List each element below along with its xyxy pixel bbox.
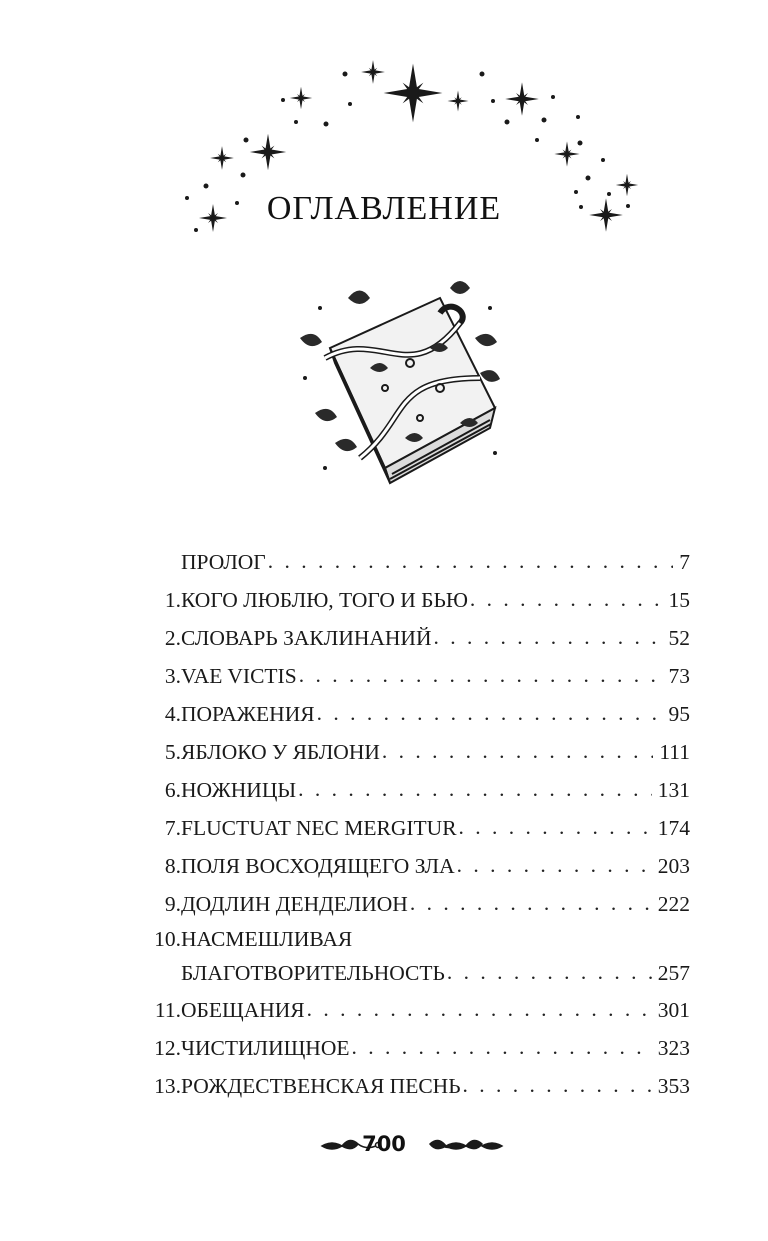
dot-leader <box>317 694 663 732</box>
chapter-title: СЛОВАРЬ ЗАКЛИНАНИЙ <box>181 619 433 657</box>
chapter-title: ПОРАЖЕНИЯ <box>181 695 317 733</box>
chapter-number: 7. <box>164 816 181 840</box>
chapter-number: 10. <box>154 927 181 951</box>
chapter-number: 3. <box>164 664 181 688</box>
dot-leader <box>410 884 652 922</box>
table-of-contents <box>145 543 690 1105</box>
chapter-number: 13. <box>154 1074 181 1098</box>
dot-leader <box>307 990 652 1028</box>
dot-leader <box>299 656 663 694</box>
folio-page-number: 700 <box>362 1132 406 1156</box>
chapter-title: КОГО ЛЮБЛЮ, ТОГО И БЬЮ <box>181 581 470 619</box>
dot-leader <box>457 846 652 884</box>
chapter-title: НАСМЕШЛИВАЯ <box>181 923 354 955</box>
toc-entry[interactable] <box>145 771 690 809</box>
chapter-number: 12. <box>154 1036 181 1060</box>
page-number: 174 <box>652 809 690 847</box>
chapter-number: 11. <box>154 998 181 1022</box>
chapter-number: 2. <box>164 626 181 650</box>
chapter-title: ПОЛЯ ВОСХОДЯЩЕГО ЗЛА <box>181 847 457 885</box>
dot-leader <box>268 542 674 580</box>
page-title: ОГЛАВЛЕНИЕ <box>266 190 502 227</box>
page-number: 301 <box>652 991 690 1029</box>
toc-entry[interactable] <box>145 809 690 847</box>
page-number: 323 <box>652 1029 690 1067</box>
chapter-title-line2: БЛАГОТВОРИТЕЛЬНОСТЬ <box>181 955 447 991</box>
page-number: 7 <box>673 543 690 581</box>
page-number: 15 <box>663 581 691 619</box>
chapter-number: 9. <box>164 892 181 916</box>
toc-entry-continued[interactable] <box>145 955 690 991</box>
dot-leader <box>298 770 652 808</box>
chapter-number: 5. <box>164 740 181 764</box>
toc-entry[interactable] <box>145 657 690 695</box>
dot-leader <box>470 580 663 618</box>
chapter-title: ДОДЛИН ДЕНДЕЛИОН <box>181 885 410 923</box>
chapter-number: 6. <box>164 778 181 802</box>
toc-entry[interactable] <box>145 847 690 885</box>
dot-leader <box>382 732 653 770</box>
toc-entry[interactable] <box>145 581 690 619</box>
page-number: 203 <box>652 847 690 885</box>
page-number: 52 <box>663 619 691 657</box>
chapter-title: FLUCTUAT NEC MERGITUR <box>181 809 459 847</box>
chapter-title: ЯБЛОКО У ЯБЛОНИ <box>181 733 382 771</box>
chapter-number: 1. <box>164 588 181 612</box>
toc-entry[interactable] <box>145 543 690 581</box>
toc-entry[interactable] <box>145 1067 690 1105</box>
chapter-number: 8. <box>164 854 181 878</box>
dot-leader <box>433 618 662 656</box>
chapter-title: ПРОЛОГ <box>181 543 268 581</box>
chapter-title: ОБЕЩАНИЯ <box>181 991 307 1029</box>
book-with-leaves-icon <box>290 268 510 498</box>
toc-entry[interactable] <box>145 923 690 955</box>
toc-entry[interactable] <box>145 619 690 657</box>
toc-entry[interactable] <box>145 695 690 733</box>
chapter-title: НОЖНИЦЫ <box>181 771 298 809</box>
chapter-title: ЧИСТИЛИЩНОЕ <box>181 1029 351 1067</box>
dot-leader <box>447 954 652 990</box>
page-number: 111 <box>653 733 690 771</box>
page-number: 222 <box>652 885 690 923</box>
page-number: 353 <box>652 1067 690 1105</box>
chapter-title: VAE VICTIS <box>181 657 299 695</box>
toc-entry[interactable] <box>145 733 690 771</box>
dot-leader <box>459 808 652 846</box>
toc-entry[interactable] <box>145 991 690 1029</box>
dot-leader <box>351 1028 651 1066</box>
page-number: 73 <box>663 657 691 695</box>
chapter-number: 4. <box>164 702 181 726</box>
page-number: 131 <box>652 771 690 809</box>
dot-leader <box>463 1066 652 1104</box>
toc-entry[interactable] <box>145 1029 690 1067</box>
page-number: 95 <box>663 695 691 733</box>
toc-entry[interactable] <box>145 885 690 923</box>
page-number: 257 <box>652 955 690 991</box>
chapter-title: РОЖДЕСТВЕНСКАЯ ПЕСНЬ <box>181 1067 463 1105</box>
